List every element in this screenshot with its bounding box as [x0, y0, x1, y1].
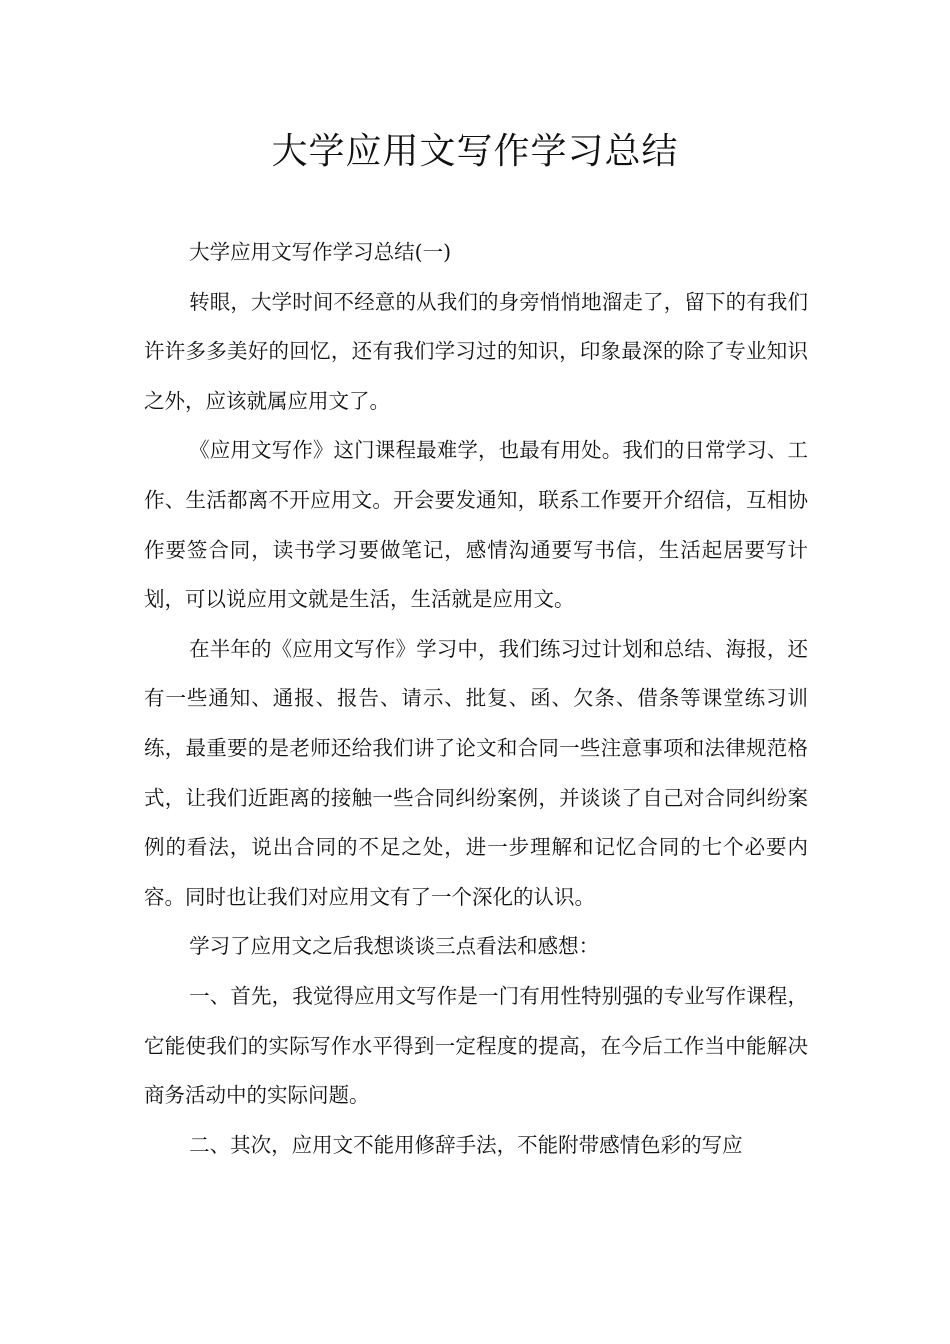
body-paragraph: 转眼，大学时间不经意的从我们的身旁悄悄地溜走了，留下的有我们许许多多美好的回忆，还有我们学习过的知识，印象最深的除了专业知识之外，应该就属应用文了。 — [144, 289, 808, 413]
body-paragraph: 一、首先，我觉得应用文写作是一门有用性特别强的专业写作课程，它能使我们的实际写作水平得到一定程度的提高，在今后工作当中能解决商务活动中的实际问题。 — [144, 983, 808, 1108]
body-paragraph: 学习了应用文之后我想谈谈三点看法和感想： — [189, 934, 600, 959]
body-paragraph: 《应用文写作》这门课程最难学，也最有用处。我们的日常学习、工作、生活都离不开应用文。开会要发通知，联系工作要开介绍信，互相协作要签合同，读书学习要做笔记，感情沟通要写书信，生活起居要写计划，可以说应用文就是生活，生活就是应用文。 — [144, 438, 808, 612]
document-body — [144, 228, 808, 1170]
body-paragraph: 二、其次，应用文不能用修辞手法，不能附带感情色彩的写应 — [189, 1132, 743, 1157]
document-title: 大学应用文写作学习总结 — [271, 131, 679, 172]
subtitle-paragraph: 大学应用文写作学习总结(一) — [189, 240, 452, 264]
body-paragraph: 在半年的《应用文写作》学习中，我们练习过计划和总结、海报，还有一些通知、通报、报告、请示、批复、函、欠条、借条等课堂练习训练，最重要的是老师还给我们讲了论文和合同一些注意事项和法律规范格式，让我们近距离的接触一些合同纠纷案例，并谈谈了自己对合同纠纷案例的看法，说出合同的不足之处，进一步理解和记忆合同的七个必要内容。同时也让我们对应用文有了一个深化的认识。 — [144, 636, 808, 909]
